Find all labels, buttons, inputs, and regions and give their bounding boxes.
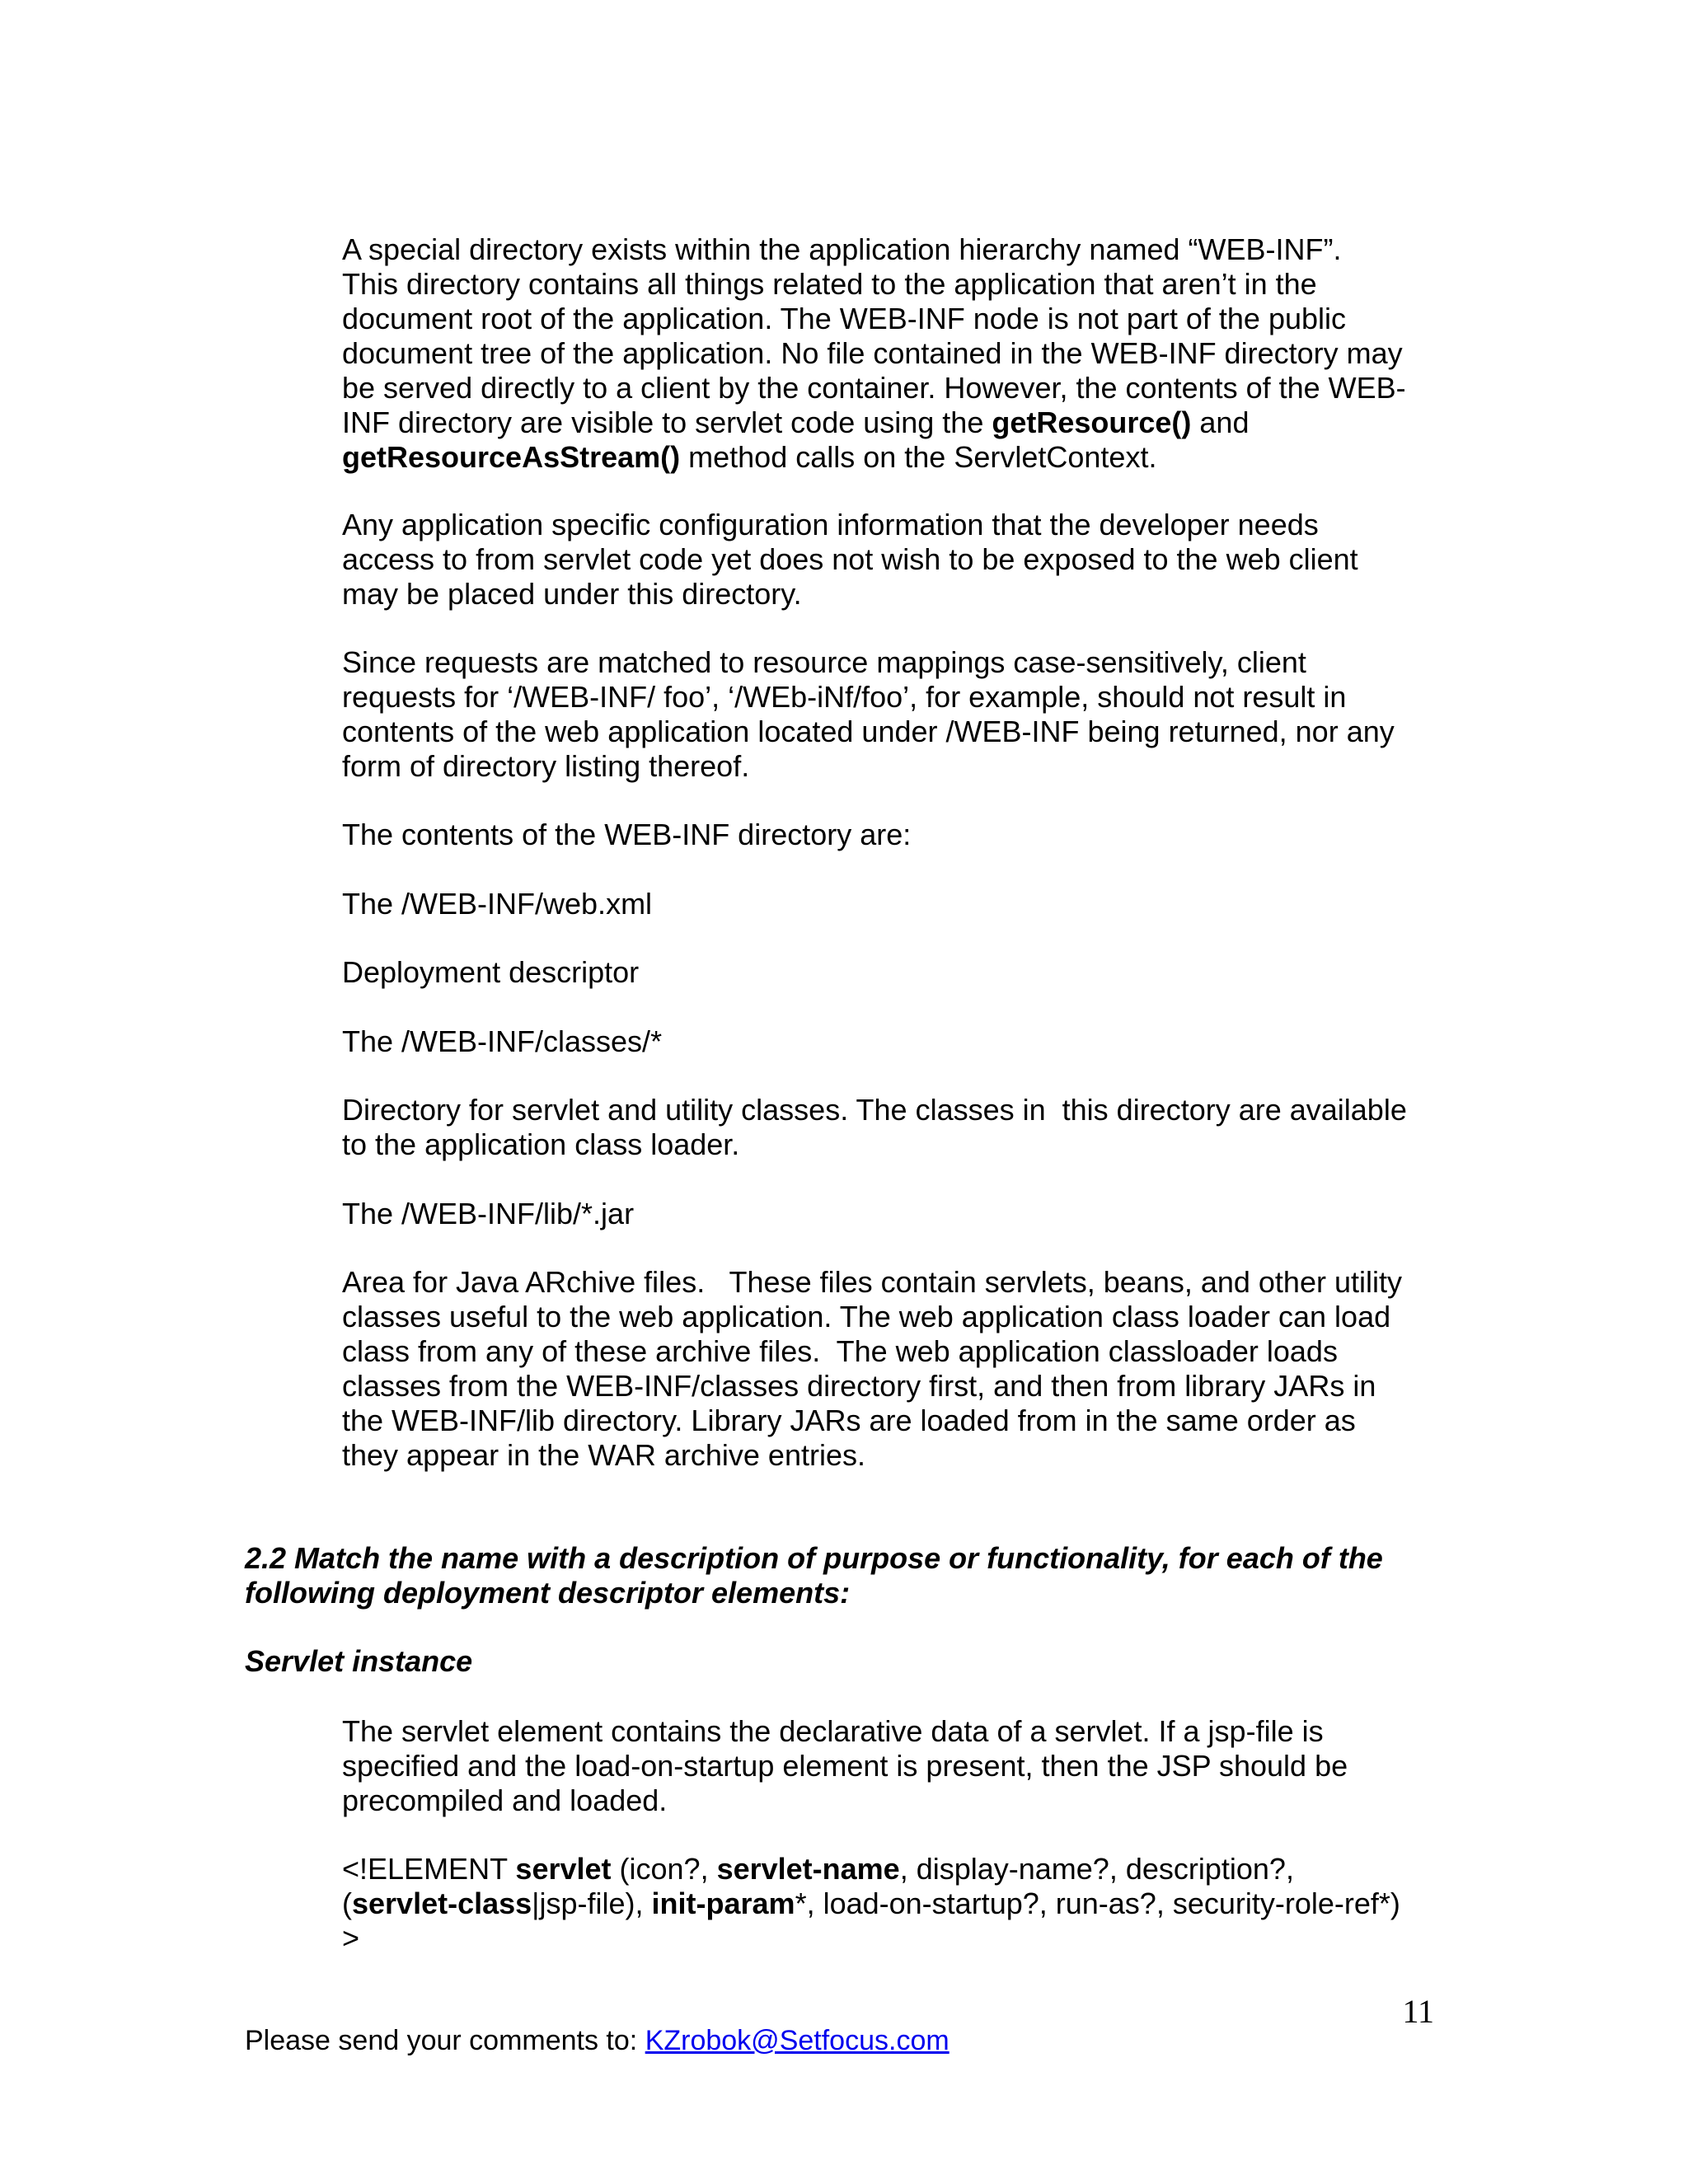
text-line: contents of the web application located under /WEB-INF being returned, nor any — [342, 715, 1395, 748]
web-xml-path — [342, 887, 1430, 921]
text-line: may be placed under this directory. — [342, 577, 802, 611]
text-line — [342, 1886, 1430, 1921]
page-number: 11 — [1402, 1993, 1434, 2030]
text-line: they appear in the WAR archive entries. — [342, 1438, 865, 1472]
text-line: precompiled and loaded. — [342, 1783, 668, 1817]
paragraph-config-info — [342, 508, 1430, 612]
text-run: (icon?, — [611, 1852, 717, 1886]
text-run: and — [1191, 405, 1250, 439]
text-line — [342, 405, 1430, 440]
method-name: getResourceAsStream() — [342, 440, 681, 474]
text-line: A special directory exists within the application hierarchy named “WEB-INF”. — [342, 232, 1342, 266]
text-line: Servlet instance — [245, 1644, 473, 1678]
text-line: 2.2 Match the name with a description of purpose or functionality, for each of the — [245, 1541, 1383, 1575]
text-line: This directory contains all things related to the application that aren’t in the — [342, 267, 1317, 301]
paragraph-web-inf-intro — [342, 232, 1430, 475]
element-name: servlet — [515, 1852, 612, 1886]
text-line: The contents of the WEB-INF directory are: — [342, 818, 912, 851]
element-name: init-param — [651, 1886, 795, 1920]
method-name: getResource() — [992, 405, 1192, 439]
element-name: servlet-class — [352, 1886, 532, 1920]
text-line: The servlet element contains the declarative data of a servlet. If a jsp-file is — [342, 1714, 1324, 1748]
lib-description — [342, 1265, 1430, 1473]
text-line: Area for Java ARchive files. These files contain servlets, beans, and other utility — [342, 1265, 1402, 1299]
text-run: |jsp-file), — [532, 1886, 652, 1920]
subheading-servlet-instance — [245, 1644, 1465, 1679]
footer — [245, 2024, 950, 2057]
paragraph-case-sensitive — [342, 645, 1430, 784]
element-declaration — [342, 1852, 1430, 1956]
text-run: method calls on the ServletContext. — [680, 440, 1157, 474]
text-line: document tree of the application. No file contained in the WEB-INF directory may — [342, 336, 1403, 370]
text-line: following deployment descriptor elements: — [245, 1576, 851, 1610]
text-line — [342, 1852, 1430, 1886]
text-line — [342, 440, 1430, 475]
text-line: be served directly to a client by the container. However, the contents of the WEB- — [342, 371, 1406, 405]
classes-description — [342, 1093, 1430, 1162]
footer-email-link[interactable]: KZrobok@Setfocus.com — [645, 2025, 950, 2056]
text-line: form of directory listing thereof. — [342, 749, 750, 783]
text-line: class from any of these archive files. The web application classloader loads — [342, 1334, 1338, 1368]
footer-text: Please send your comments to: — [245, 2025, 645, 2056]
text-line: the WEB-INF/lib directory. Library JARs are loaded from in the same order as — [342, 1404, 1356, 1437]
text-line: The /WEB-INF/web.xml — [342, 887, 653, 921]
web-xml-description — [342, 955, 1430, 990]
text-line: Any application specific configuration information that the developer needs — [342, 508, 1319, 541]
element-name: servlet-name — [716, 1852, 900, 1886]
text-line: classes from the WEB-INF/classes directory first, and then from library JARs in — [342, 1369, 1376, 1403]
text-line: access to from servlet code yet does not wish to be exposed to the web client — [342, 542, 1358, 576]
classes-path — [342, 1024, 1430, 1059]
servlet-description — [342, 1714, 1430, 1818]
text-run: , display-name?, description?, — [899, 1852, 1294, 1886]
text-line: The /WEB-INF/lib/*.jar — [342, 1197, 635, 1230]
text-line: Deployment descriptor — [342, 955, 640, 989]
text-run: *, load-on-startup?, run-as?, security-role-ref*) — [795, 1886, 1400, 1920]
text-line: document root of the application. The WEB-INF node is not part of the public — [342, 302, 1347, 335]
text-line: Directory for servlet and utility classes. The classes in this directory are available — [342, 1093, 1407, 1127]
text-run: <!ELEMENT — [342, 1852, 516, 1886]
text-line: > — [342, 1921, 360, 1955]
text-line: specified and the load-on-startup element is present, then the JSP should be — [342, 1749, 1348, 1783]
text-line: classes useful to the web application. The web application class loader can load — [342, 1300, 1391, 1333]
text-run: ( — [342, 1886, 352, 1920]
section-heading — [245, 1541, 1465, 1610]
contents-intro — [342, 818, 1430, 852]
text-line: Since requests are matched to resource mappings case-sensitively, client — [342, 645, 1306, 679]
text-line: The /WEB-INF/classes/* — [342, 1024, 663, 1058]
text-line: requests for ‘/WEB-INF/ foo’, ‘/WEb-iNf/foo’, for example, should not result in — [342, 680, 1347, 714]
text-run: INF directory are visible to servlet code using the — [342, 405, 992, 439]
text-line: to the application class loader. — [342, 1127, 740, 1161]
lib-path — [342, 1197, 1430, 1231]
